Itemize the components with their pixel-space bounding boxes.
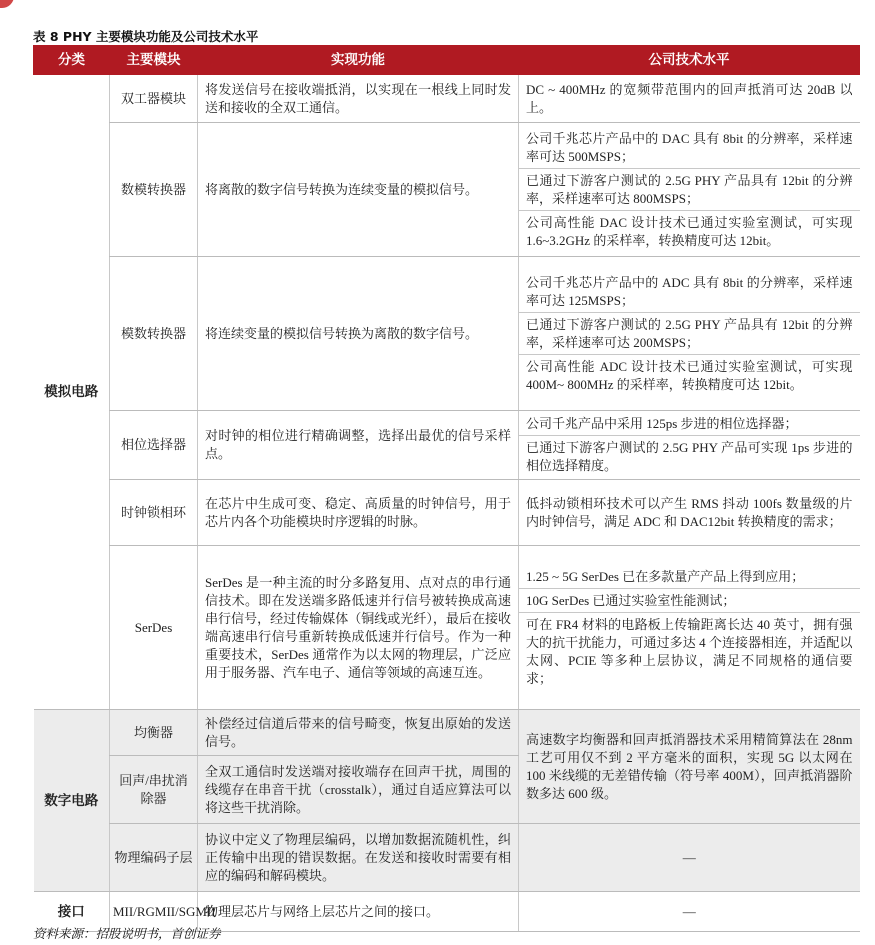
brand-mark	[0, 0, 14, 8]
level-paragraph: 公司千兆产品中采用 125ps 步进的相位选择器；	[526, 416, 798, 431]
table-row	[34, 411, 860, 480]
level-paragraph: 公司高性能 DAC 设计技术已通过实验室测试，可实现 1.6~3.2GHz 的采样率，转换精度可达 12bit。	[519, 210, 860, 252]
function-cell: 对时钟的相位进行精确调整，选择出最优的信号采样点。	[198, 411, 519, 480]
module-cell: 数模转换器	[110, 123, 198, 257]
module-cell: SerDes	[110, 546, 198, 710]
header-row	[34, 46, 860, 75]
module-cell: 双工器模块	[110, 75, 198, 123]
phy-module-table	[33, 45, 860, 932]
header-function: 实现功能	[198, 46, 519, 75]
function-cell: 补偿经过信道后带来的信号畸变，恢复出原始的发送信号。	[198, 710, 519, 756]
table-row	[34, 123, 860, 257]
function-cell: 将发送信号在接收端抵消，以实现在一根线上同时发送和接收的全双工通信。	[198, 75, 519, 123]
table-title: 表 8 PHY 主要模块功能及公司技术水平	[33, 29, 259, 44]
table-row	[34, 546, 860, 710]
module-cell: 模数转换器	[110, 257, 198, 411]
level-cell-empty: —	[519, 892, 860, 932]
header-category: 分类	[34, 46, 110, 75]
module-cell: 相位选择器	[110, 411, 198, 480]
function-cell: SerDes 是一种主流的时分多路复用、点对点的串行通信技术。即在发送端多路低速并行信号被转换成高速串行信号，经过传输媒体（铜线或光纤），最后在接收端高速串行信号重新转换成低速并行信号。作为一种重要技术，SerDes 通常作为以太网的物理层，广泛应用于服务器、汽车电子、通信等领域的高速互连。	[198, 546, 519, 710]
level-cell	[519, 123, 860, 257]
level-paragraph: 可在 FR4 材料的电路板上传输距离长达 40 英寸，拥有强大的抗干扰能力，可通过多达 4 个连接器相连，并适配以太网、PCIE 等多种上层协议，满足不同规格的通信要求；	[519, 612, 860, 690]
level-paragraph: 公司千兆芯片产品中的 DAC 具有 8bit 的分辨率，采样速率可达 500MSPS；	[526, 130, 853, 164]
level-paragraph: 已通过下游客户测试的 2.5G PHY 产品可实现 1ps 步进的相位选择精度。	[519, 435, 860, 477]
function-cell: 全双工通信时发送端对接收端存在回声干扰，周围的线缆存在串音干扰（crosstalk），通过自适应算法可以将这些干扰消除。	[198, 756, 519, 824]
level-paragraph: DC ~ 400MHz 的宽频带范围内的回声抵消可达 20dB 以上。	[526, 81, 853, 115]
table-row	[34, 824, 860, 892]
level-paragraph: 10G SerDes 已通过实验室性能测试；	[519, 588, 860, 612]
level-cell	[519, 257, 860, 411]
module-cell: 物理编码子层	[110, 824, 198, 892]
category-analog: 模拟电路	[34, 75, 110, 710]
level-cell	[519, 480, 860, 546]
source-note: 资料来源：招股说明书，首创证券	[33, 926, 221, 941]
level-paragraph: 已通过下游客户测试的 2.5G PHY 产品具有 12bit 的分辨率，采样速率可达 800MSPS；	[519, 168, 860, 210]
module-cell: 时钟锁相环	[110, 480, 198, 546]
table-row	[34, 257, 860, 411]
table-row	[34, 710, 860, 756]
function-cell: 将离散的数字信号转换为连续变量的模拟信号。	[198, 123, 519, 257]
level-paragraph: 1.25 ~ 5G SerDes 已在多款量产产品上得到应用；	[526, 568, 805, 584]
level-paragraph: 低抖动锁相环技术可以产生 RMS 抖动 100fs 数量级的片内时钟信号，满足 ADC 和 DAC12bit 转换精度的需求；	[526, 495, 853, 529]
level-cell	[519, 411, 860, 480]
function-cell: 物理层芯片与网络上层芯片之间的接口。	[198, 892, 519, 932]
module-cell: MII/RGMII/SGMII	[110, 892, 198, 932]
level-cell-empty: —	[519, 824, 860, 892]
table-row	[34, 480, 860, 546]
function-cell: 将连续变量的模拟信号转换为离散的数字信号。	[198, 257, 519, 411]
level-paragraph: 公司千兆芯片产品中的 ADC 具有 8bit 的分辨率，采样速率可达 125MSPS；	[526, 274, 853, 308]
category-digital: 数字电路	[34, 710, 110, 892]
module-cell: 回声/串扰消除器	[110, 756, 198, 824]
function-cell: 在芯片中生成可变、稳定、高质量的时钟信号，用于芯片内各个功能模块时序逻辑的时脉。	[198, 480, 519, 546]
category-interface: 接口	[34, 892, 110, 932]
function-cell: 协议中定义了物理层编码，以增加数据流随机性，纠正传输中出现的错误数据。在发送和接收时需要有相应的编码和解码模块。	[198, 824, 519, 892]
module-cell: 均衡器	[110, 710, 198, 756]
level-cell	[519, 546, 860, 710]
level-paragraph: 已通过下游客户测试的 2.5G PHY 产品具有 12bit 的分辨率，采样速率可达 200MSPS；	[519, 312, 860, 354]
level-cell	[519, 75, 860, 123]
level-cell-shared: 高速数字均衡器和回声抵消器技术采用精简算法在 28nm 工艺可用仅不到 2 平方毫米的面积，实现 5G 以太网在 100 米线缆的无差错传输（符号率 400M），回声抵消器阶数多达 600 级。	[519, 710, 860, 824]
header-module: 主要模块	[110, 46, 198, 75]
header-tech-level: 公司技术水平	[519, 46, 860, 75]
level-paragraph: 公司高性能 ADC 设计技术已通过实验室测试，可实现 400M~ 800MHz 的采样率，转换精度可达 12bit。	[519, 354, 860, 396]
table-row	[34, 75, 860, 123]
